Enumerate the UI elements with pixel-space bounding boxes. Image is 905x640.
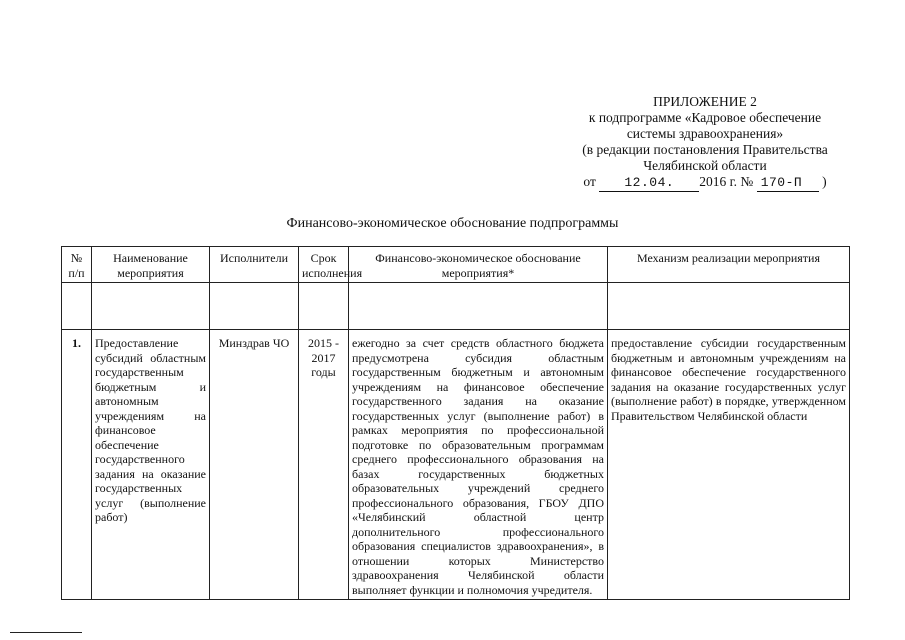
close-paren: ) bbox=[822, 174, 827, 189]
document-title: Финансово-экономическое обоснование подпрограммы bbox=[286, 216, 619, 231]
table-header-row bbox=[62, 247, 850, 283]
header-term: Срок исполнения bbox=[299, 247, 349, 283]
appendix-line: Челябинской области bbox=[643, 158, 767, 173]
header-num: № п/п bbox=[62, 247, 92, 283]
appendix-line: (в редакции постановления Правительства bbox=[582, 142, 828, 157]
cell-name: Предоставление субсидий областным государственным бюджетным и автономным учреждениям на финансовое обеспечение государственного задания на оказание государственных услуг (выполнение работ) bbox=[92, 330, 210, 600]
appendix-line: к подпрограмме «Кадровое обеспечение bbox=[588, 110, 822, 125]
appendix-date-line bbox=[540, 174, 870, 192]
cell-executors: Минздрав ЧО bbox=[210, 330, 299, 600]
number-field: 170-П bbox=[757, 175, 819, 192]
justification-table bbox=[61, 246, 850, 600]
appendix-line: системы здравоохранения» bbox=[626, 126, 784, 141]
header-executors: Исполнители bbox=[210, 247, 299, 283]
cell-term: 2015 - 2017 годы bbox=[299, 330, 349, 600]
footnote-divider bbox=[10, 632, 82, 633]
table-row bbox=[62, 330, 850, 600]
cell-num: 1. bbox=[62, 330, 92, 600]
year-text: 2016 г. № bbox=[699, 174, 754, 189]
cell-justification: ежегодно за счет средств областного бюджета предусмотрена субсидия областным государственным бюджетным и автономным учреждениям на финансовое обеспечение государственного задания на оказание государственных услуг (выполнение работ) в рамках мероприятия по профессиональной подготовке по образовательным программам среднего профессионального образования на базах государственных бюджетных образовательных учреждений среднего профессионального образования, ГБОУ ДПО «Челябинский областной центр дополнительного профессионального образования специалистов здравоохранения», в отношении которых Министерство здравоохранения Челябинской области выполняет функции и полномочия учредителя. bbox=[349, 330, 608, 600]
header-name: Наименование мероприятия bbox=[92, 247, 210, 283]
date-prefix: от bbox=[583, 174, 596, 189]
header-spacer-row bbox=[62, 283, 850, 330]
header-justification: Финансово-экономическое обоснование мероприятия* bbox=[349, 247, 608, 283]
header-mechanism: Механизм реализации мероприятия bbox=[608, 247, 850, 283]
date-field: 12.04. bbox=[599, 175, 699, 192]
cell-mechanism: предоставление субсидии государственным бюджетным и автономным учреждениям на финансовое обеспечение государственного задания на оказание государственных услуг (выполнение работ) в порядке, утвержденном Правительством Челябинской области bbox=[608, 330, 850, 600]
appendix-block bbox=[540, 94, 870, 192]
appendix-heading: ПРИЛОЖЕНИЕ 2 bbox=[653, 94, 757, 109]
